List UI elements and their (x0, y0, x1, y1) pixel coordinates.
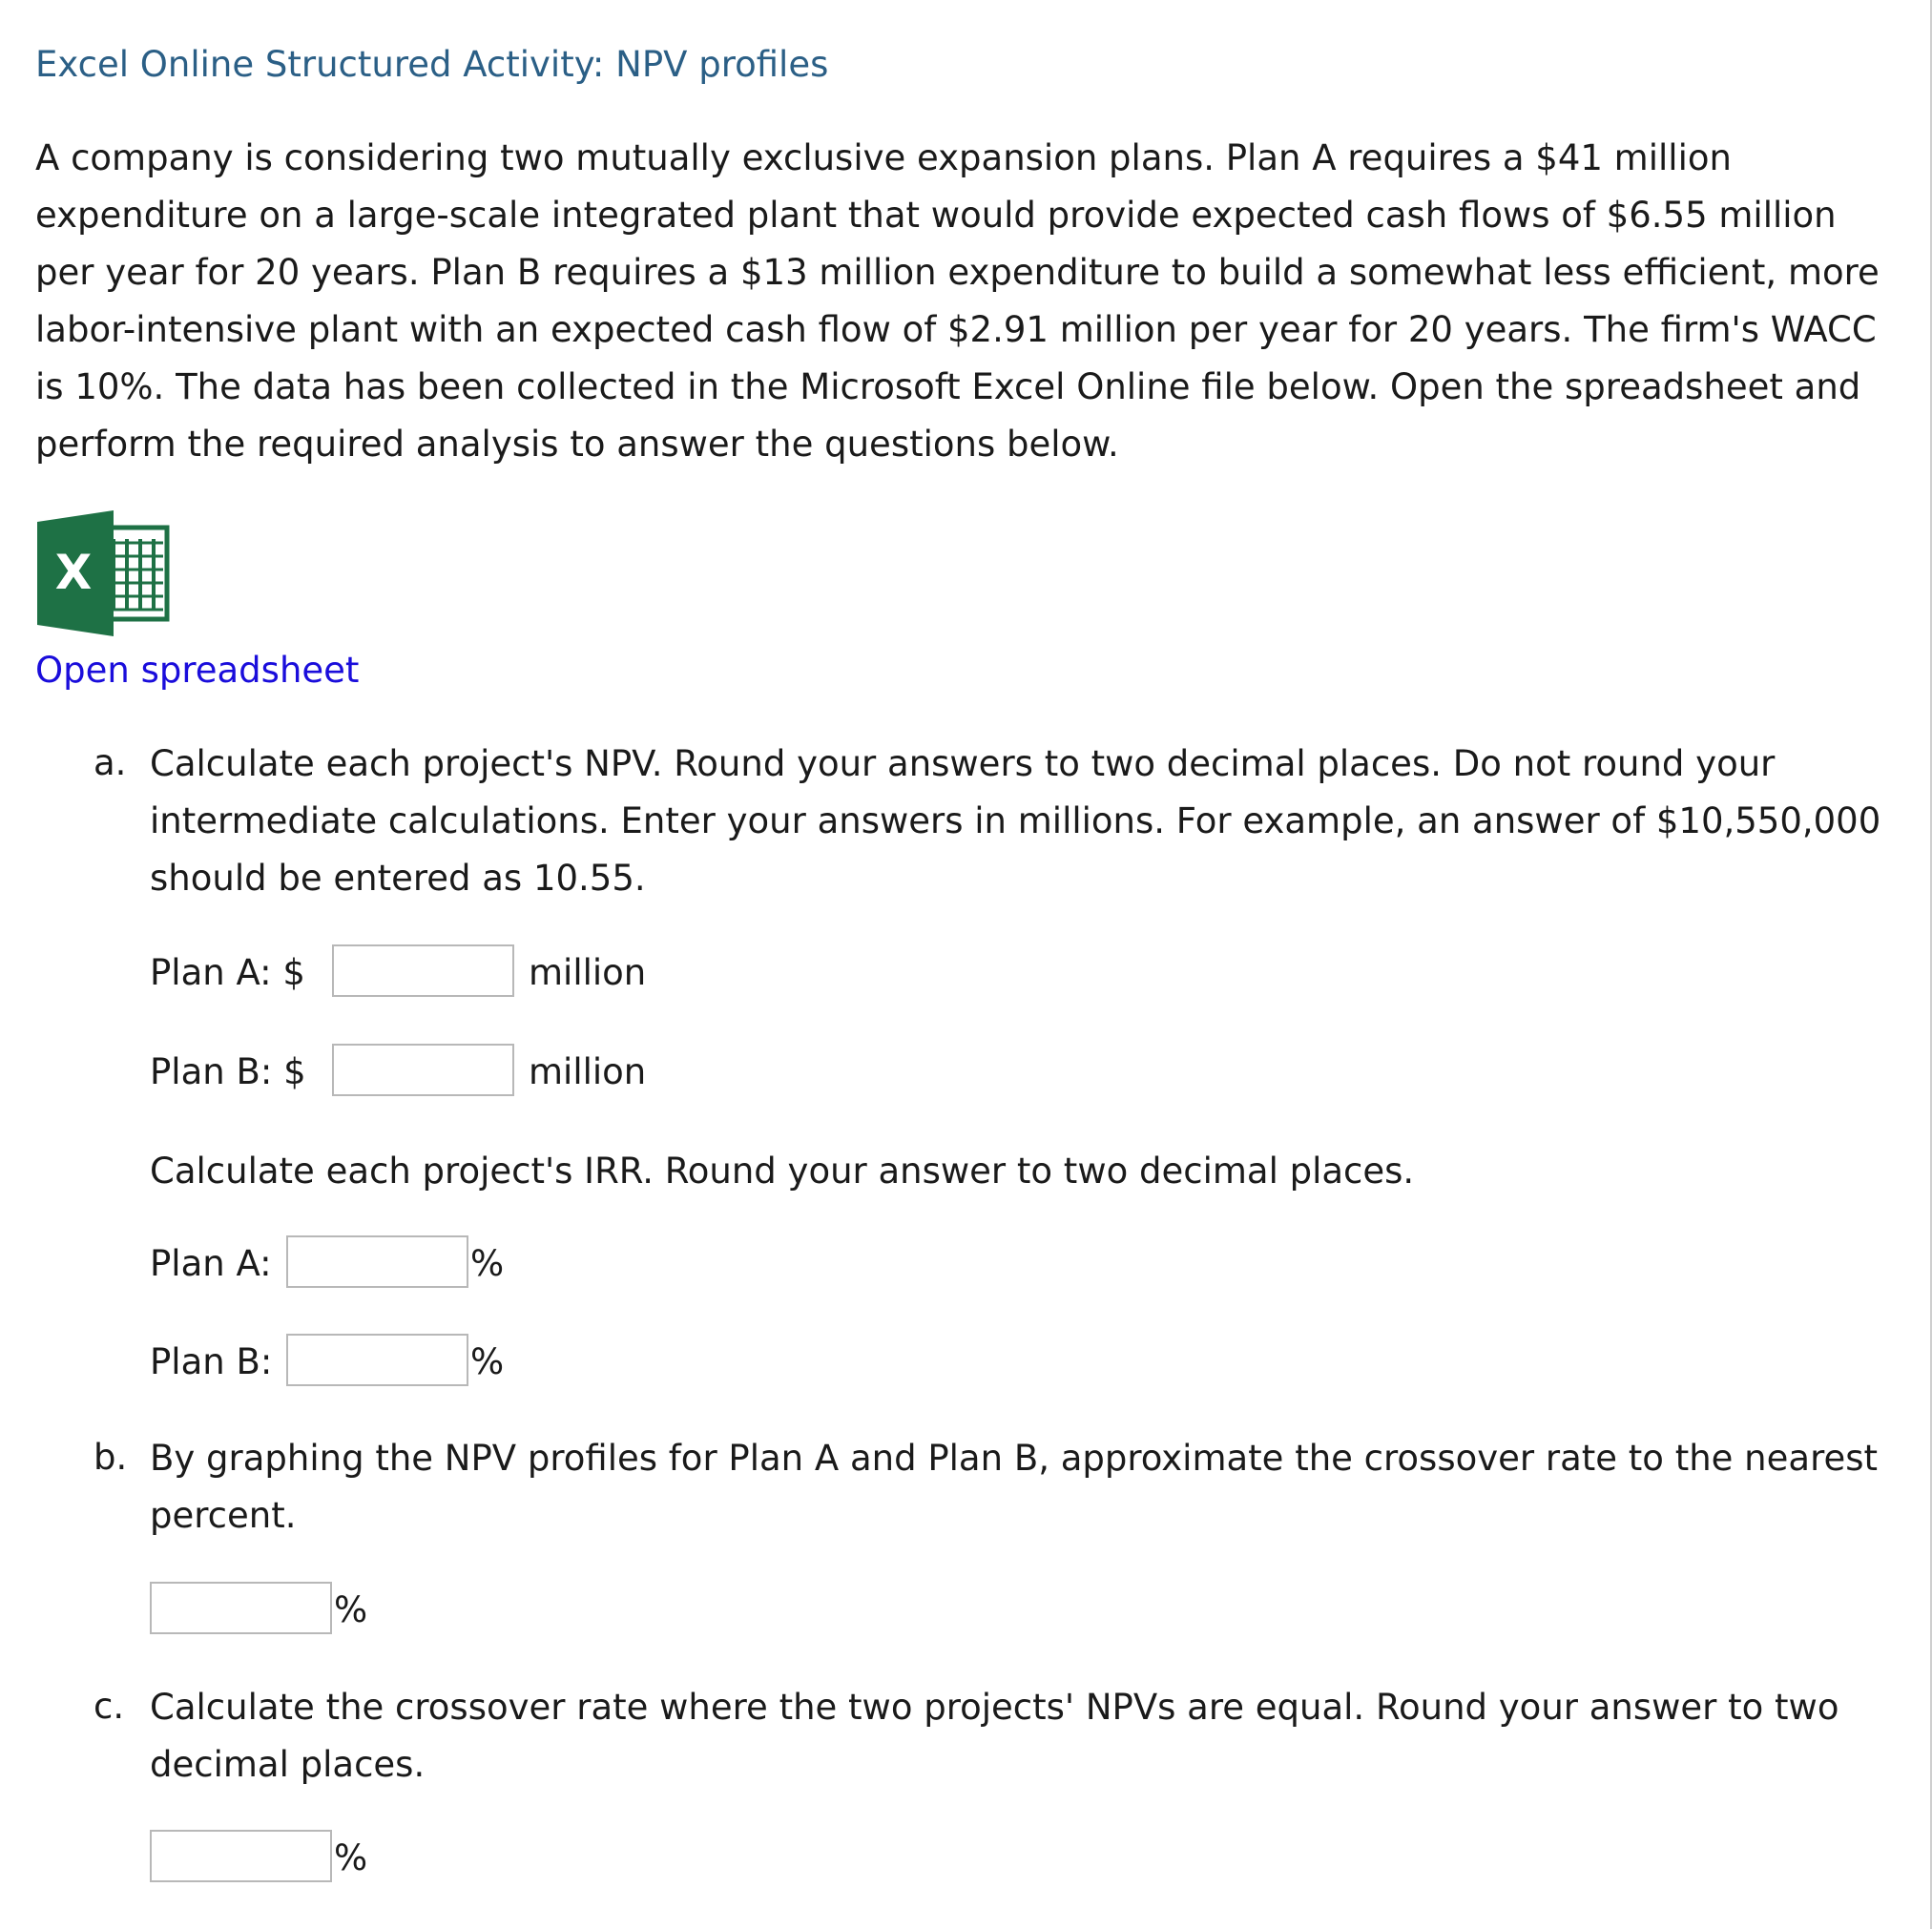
crossover-exact-unit: % (334, 1837, 368, 1878)
question-b-text: By graphing the NPV profiles for Plan A and Plan B, approximate the crossover rate to the nearest percent. (150, 1438, 1879, 1536)
excel-icon-letter: X (54, 545, 93, 600)
npv-plan-a-input[interactable] (332, 944, 514, 997)
crossover-exact-input[interactable] (150, 1830, 332, 1882)
irr-plan-a-unit: % (470, 1243, 505, 1284)
npv-plan-b-label: Plan B: $ (150, 1051, 306, 1092)
activity-title: Excel Online Structured Activity: NPV profiles (35, 44, 829, 85)
question-b-marker: b. (93, 1437, 128, 1478)
question-a-marker: a. (93, 742, 127, 783)
question-c-marker: c. (93, 1686, 125, 1727)
npv-plan-b-unit: million (529, 1051, 647, 1092)
question-c-text: Calculate the crossover rate where the two projects' NPVs are equal. Round your answer to two decimal places. (150, 1687, 1839, 1785)
irr-plan-b-unit: % (470, 1341, 505, 1382)
irr-plan-b-label: Plan B: (150, 1341, 273, 1382)
npv-plan-a-label: Plan A: $ (150, 952, 305, 993)
crossover-approx-unit: % (334, 1589, 368, 1630)
irr-plan-a-label: Plan A: (150, 1243, 272, 1284)
npv-plan-b-input[interactable] (332, 1044, 514, 1096)
irr-plan-a-input[interactable] (286, 1235, 468, 1288)
crossover-approx-input[interactable] (150, 1582, 332, 1634)
excel-icon[interactable] (37, 510, 171, 636)
question-a-text: Calculate each project's NPV. Round your answers to two decimal places. Do not round your intermediate calculations. Enter your answers in millions. For example, an answer of $10,550,000 should be entered as 10.55. (150, 743, 1881, 899)
open-spreadsheet-link[interactable]: Open spreadsheet (35, 650, 360, 691)
problem-statement: A company is considering two mutually exclusive expansion plans. Plan A requires a $41 million expenditure on a large-scale integrated plant that would provide expected cash flows of $6.55 million per year for 20 years. Plan B requires a $13 million expenditure to build a somewhat less efficient, more labor-intensive plant with an expected cash flow of $2.91 million per year for 20 years. The firm's WACC is 10%. The data has been collected in the Microsoft Excel Online file below. Open the spreadsheet and perform the required analysis to answer the questions below. (35, 137, 1880, 465)
npv-plan-a-unit: million (529, 952, 647, 993)
irr-plan-b-input[interactable] (286, 1334, 468, 1386)
irr-instruction: Calculate each project's IRR. Round your answer to two decimal places. (150, 1151, 1415, 1192)
